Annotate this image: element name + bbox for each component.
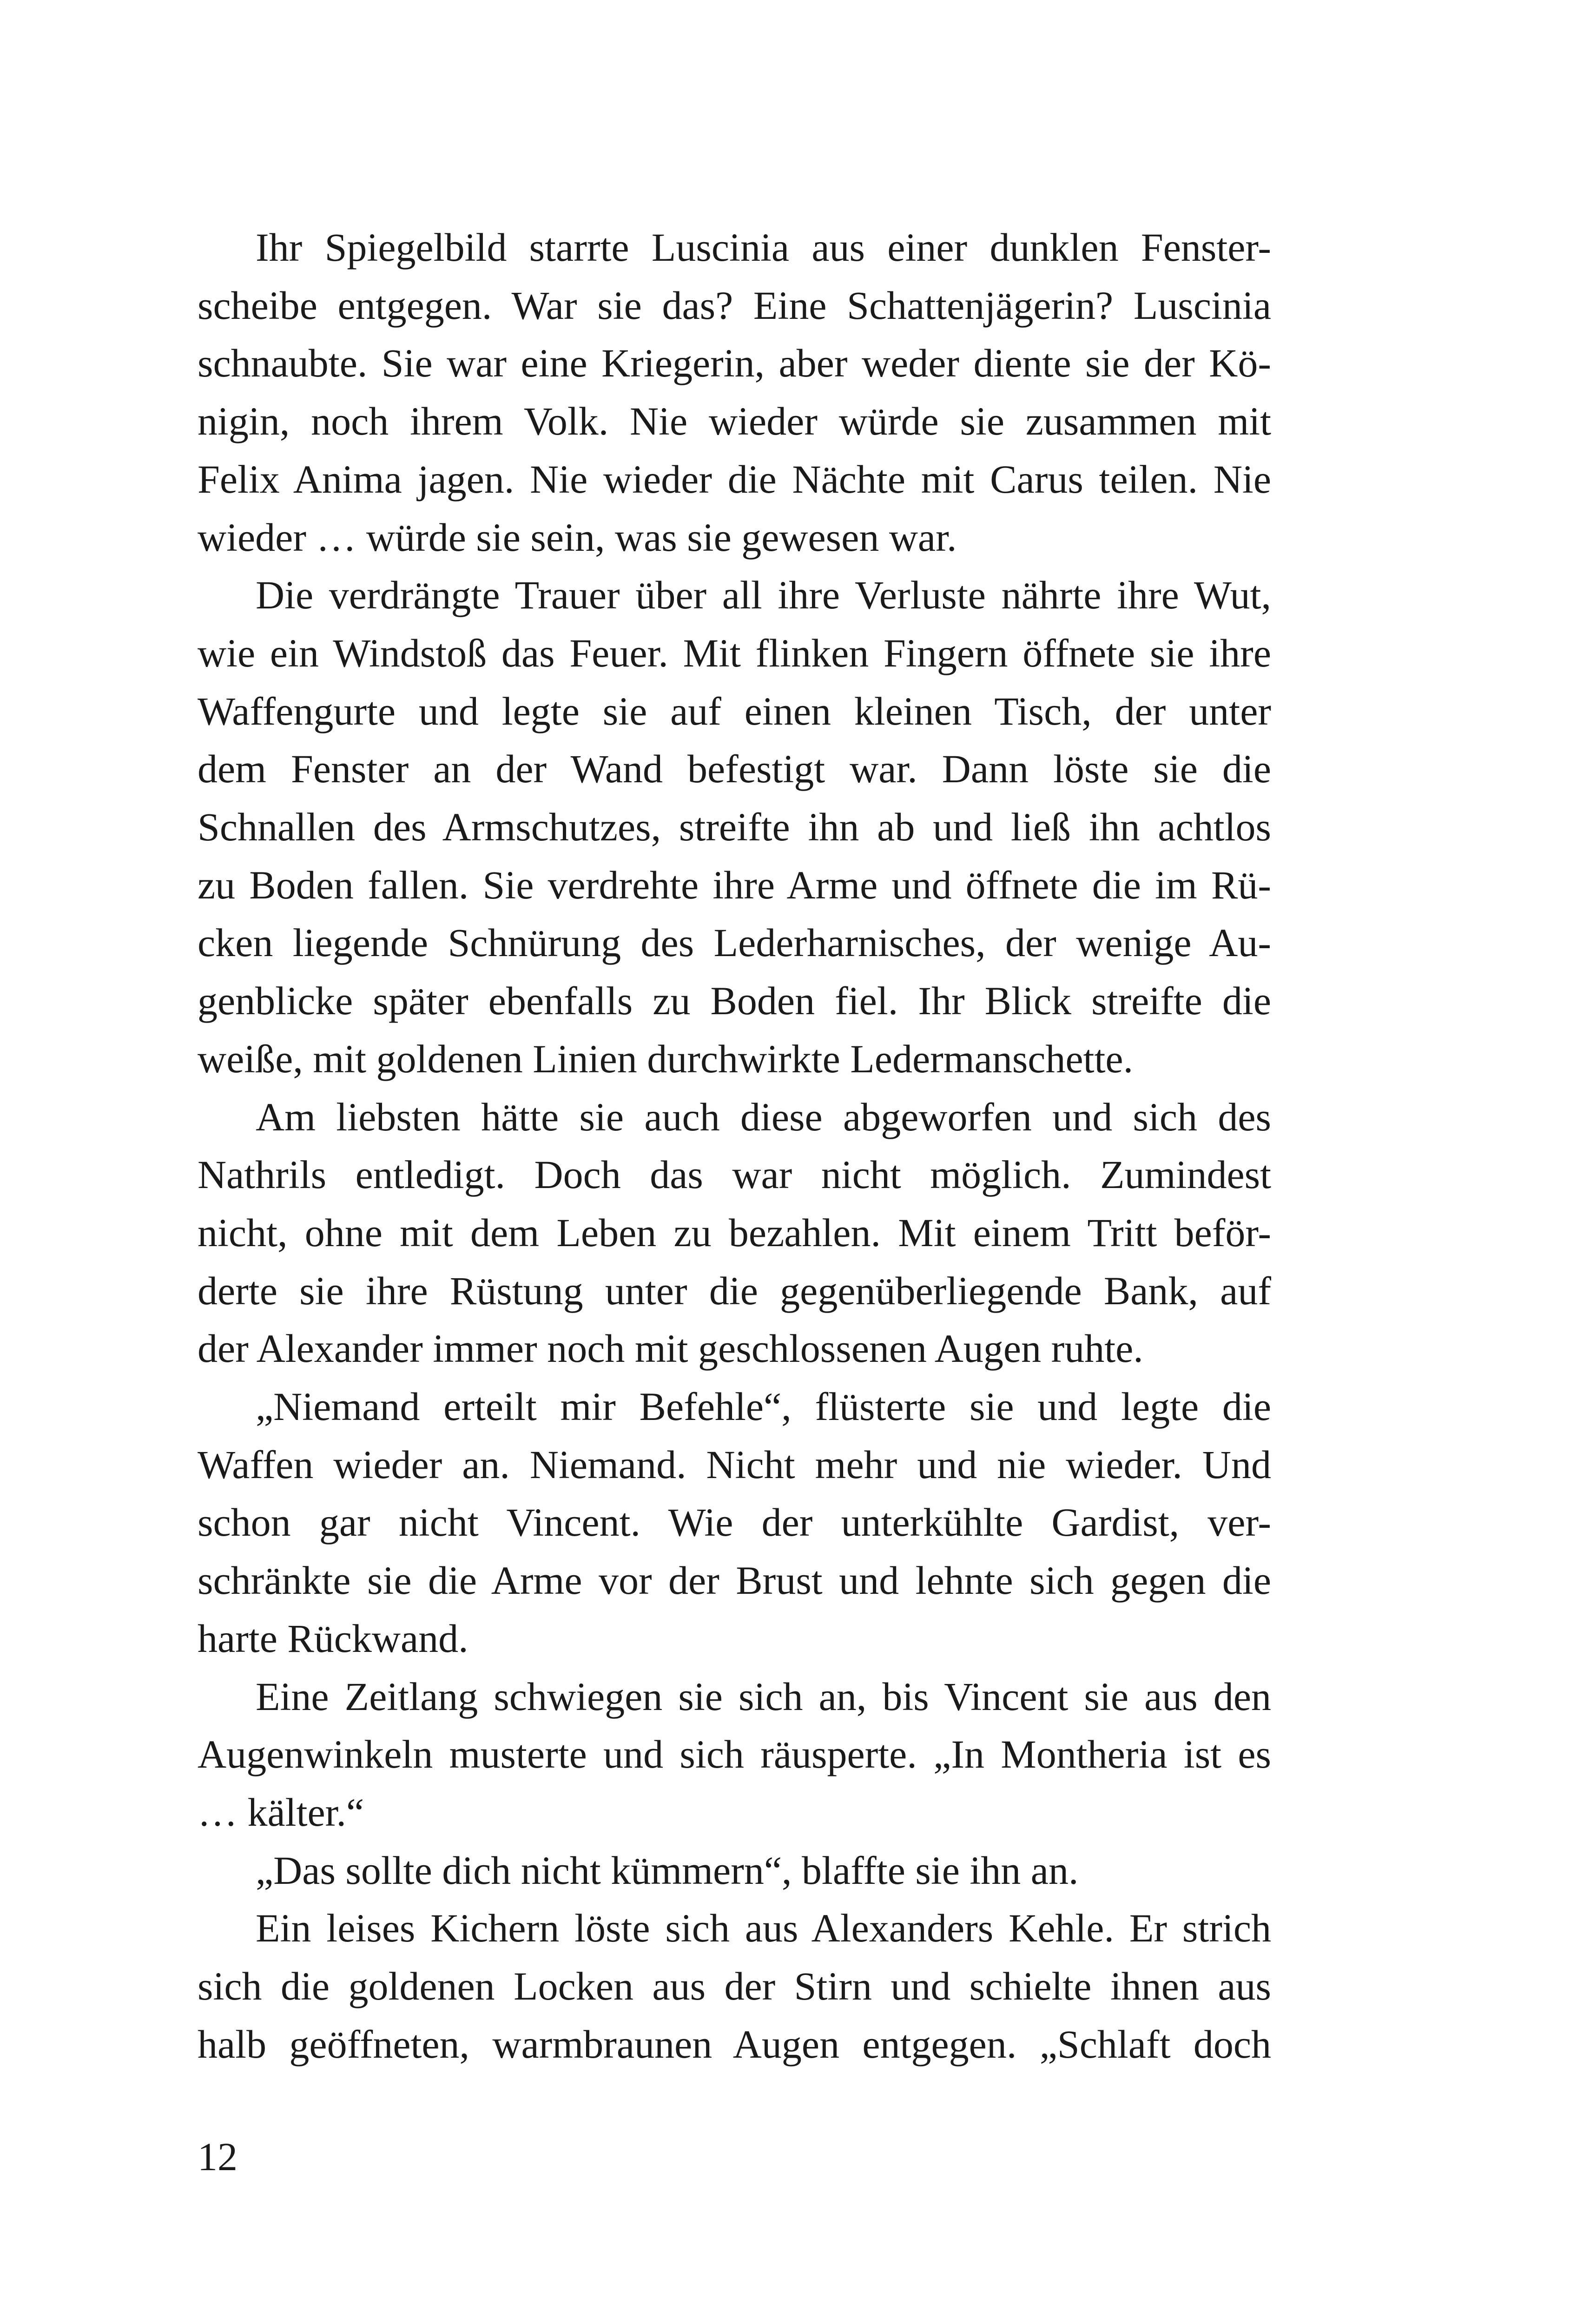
text-line: Ein leises Kichern löste sich aus Alexanders Kehle. Er strich	[256, 1906, 1271, 1951]
paragraph	[198, 1378, 1271, 1668]
text-line: wieder … würde sie sein, was sie gewesen war.	[198, 515, 957, 560]
text-line: „Das sollte dich nicht kümmern“, blaffte sie ihn an.	[256, 1848, 1079, 1893]
text-line: schon gar nicht Vincent. Wie der unterkühlte Gardist, ver-	[198, 1500, 1271, 1545]
text-line: harte Rückwand.	[198, 1616, 468, 1661]
paragraph	[198, 1842, 1271, 1900]
text-line: der Alexander immer noch mit geschlossenen Augen ruhte.	[198, 1326, 1143, 1371]
text-line: zu Boden fallen. Sie verdrehte ihre Arme und öffnete die im Rü-	[198, 862, 1271, 907]
text-line: derte sie ihre Rüstung unter die gegenüberliegende Bank, auf	[198, 1268, 1271, 1313]
text-line: Ihr Spiegelbild starrte Luscinia aus einer dunklen Fenster-	[256, 225, 1271, 270]
text-line: sich die goldenen Locken aus der Stirn und schielte ihnen aus	[198, 1964, 1271, 2009]
text-line: Schnallen des Armschutzes, streifte ihn ab und ließ ihn achtlos	[198, 805, 1271, 850]
text-line: Die verdrängte Trauer über all ihre Verluste nährte ihre Wut,	[256, 573, 1271, 618]
text-line: nicht, ohne mit dem Leben zu bezahlen. Mit einem Tritt beför-	[198, 1210, 1271, 1255]
text-line: scheibe entgegen. War sie das? Eine Schattenjägerin? Luscinia	[198, 283, 1271, 328]
paragraph	[198, 1668, 1271, 1842]
text-line: wie ein Windstoß das Feuer. Mit flinken Fingern öffnete sie ihre	[198, 630, 1271, 675]
text-line: Am liebsten hätte sie auch diese abgeworfen und sich des	[256, 1094, 1271, 1139]
text-line: Augenwinkeln musterte und sich räusperte. „In Montheria ist es	[198, 1732, 1271, 1777]
paragraph	[198, 218, 1271, 566]
text-line: Waffengurte und legte sie auf einen kleinen Tisch, der unter	[198, 688, 1271, 733]
text-line: nigin, noch ihrem Volk. Nie wieder würde sie zusammen mit	[198, 399, 1271, 444]
page-number: 12	[198, 2134, 237, 2179]
text-line: Nathrils entledigt. Doch das war nicht möglich. Zumindest	[198, 1152, 1271, 1197]
text-line: … kälter.“	[198, 1789, 364, 1835]
text-line: „Niemand erteilt mir Befehle“, flüsterte sie und legte die	[256, 1384, 1271, 1429]
paragraph	[198, 566, 1271, 1088]
text-line: cken liegende Schnürung des Lederharnisches, der wenige Au-	[198, 920, 1271, 965]
text-line: weiße, mit goldenen Linien durchwirkte Ledermanschette.	[198, 1036, 1134, 1081]
text-line: schränkte sie die Arme vor der Brust und lehnte sich gegen die	[198, 1558, 1271, 1603]
text-line: dem Fenster an der Wand befestigt war. Dann löste sie die	[198, 746, 1271, 792]
text-line: Felix Anima jagen. Nie wieder die Nächte mit Carus teilen. Nie	[198, 456, 1271, 502]
paragraph	[198, 1088, 1271, 1378]
text-line: schnaubte. Sie war eine Kriegerin, aber weder diente sie der Kö-	[198, 341, 1271, 386]
text-line: Eine Zeitlang schwiegen sie sich an, bis Vincent sie aus den	[256, 1674, 1271, 1719]
body-text	[198, 218, 1271, 2073]
paragraph	[198, 1899, 1271, 2073]
text-line: genblicke später ebenfalls zu Boden fiel. Ihr Blick streifte die	[198, 978, 1271, 1023]
text-line: halb geöffneten, warmbraunen Augen entgegen. „Schlaft doch	[198, 2021, 1271, 2067]
text-line: Waffen wieder an. Niemand. Nicht mehr und nie wieder. Und	[198, 1442, 1271, 1487]
